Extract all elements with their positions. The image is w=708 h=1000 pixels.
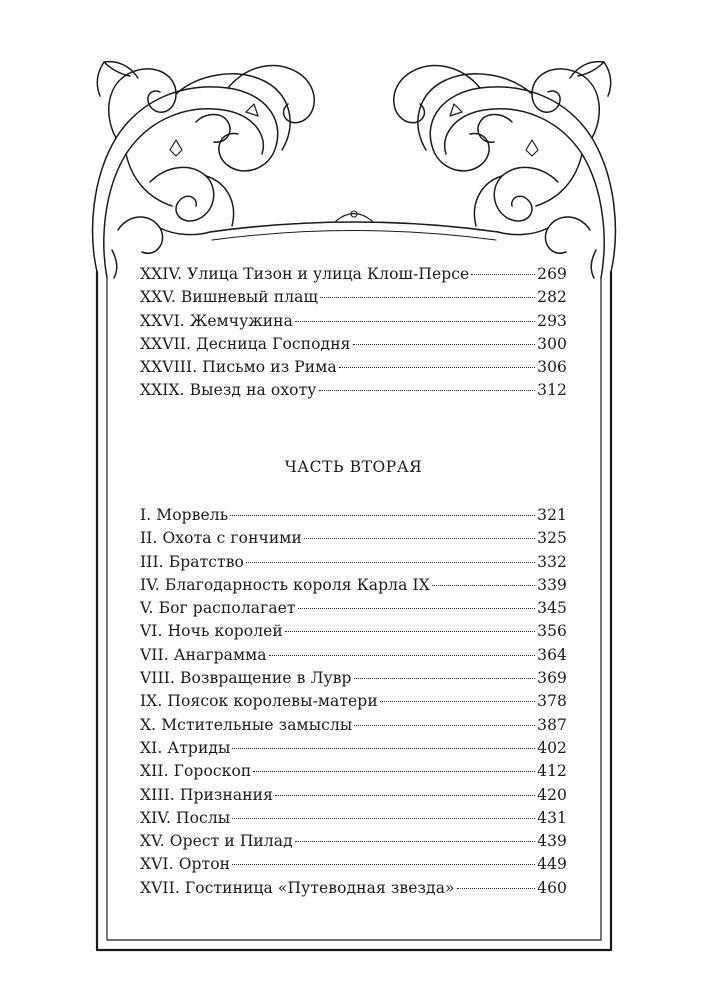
dot-leader [457, 888, 535, 889]
toc-entry-page: 420 [537, 785, 567, 804]
toc-entry [140, 784, 567, 807]
toc-entry-title: V. Бог располагает [140, 599, 296, 618]
toc-entry-title: XI. Атриды [140, 738, 231, 757]
toc-entry-title: XVI. Ортон [140, 855, 231, 874]
toc-entry-page: 282 [537, 288, 567, 307]
dot-leader [304, 538, 535, 539]
toc-entry [140, 286, 567, 309]
toc-entry-title: XVII. Гостиница «Путеводная звезда» [140, 878, 455, 897]
toc-entry-page: 293 [537, 311, 567, 330]
toc-entry [140, 551, 567, 574]
toc-entry-title: XXV. Вишневый плащ [140, 288, 318, 307]
toc-entry [140, 379, 567, 402]
toc-entry [140, 714, 567, 737]
dot-leader [232, 818, 535, 819]
toc-entry [140, 356, 567, 379]
toc-entry-title: XIII. Признания [140, 785, 273, 804]
toc-entry-title: XXVII. Десница Господня [140, 334, 351, 353]
toc-entry-title: XV. Орест и Пилад [140, 832, 293, 851]
dot-leader [298, 608, 535, 609]
toc-entry-title: XXVIII. Письмо из Рима [140, 358, 337, 377]
toc-entry [140, 504, 567, 527]
dot-leader [432, 585, 535, 586]
toc-entry [140, 574, 567, 597]
right-corner-ornament [394, 62, 616, 278]
toc-entry-title: XII. Гороскоп [140, 762, 252, 781]
toc-entry-page: 345 [537, 599, 567, 618]
toc-entry-title: VI. Ночь королей [140, 622, 283, 641]
toc-entry [140, 620, 567, 643]
toc-entry [140, 644, 567, 667]
toc-entry-page: 269 [537, 265, 567, 283]
toc-entry-page: 439 [537, 832, 567, 851]
toc-entry-title: VIII. Возвращение в Лувр [140, 669, 352, 688]
toc-entry-title: X. Мстительные замыслы [140, 715, 353, 734]
toc-entry-page: 312 [537, 381, 567, 400]
toc-entry [140, 263, 567, 286]
toc-entry-page: 321 [537, 506, 567, 524]
toc-entry [140, 760, 567, 783]
toc-entry-page: 306 [537, 358, 567, 377]
dot-leader [354, 678, 536, 679]
toc-entry-page: 402 [537, 738, 567, 757]
left-corner-ornament [93, 62, 315, 278]
toc-entry-title: XIV. Послы [140, 808, 231, 827]
toc-entry [140, 877, 567, 900]
dot-leader [380, 701, 535, 702]
dot-leader [354, 725, 535, 726]
toc-entry [140, 597, 567, 620]
dot-leader [246, 562, 535, 563]
toc-entry-page: 364 [537, 645, 567, 664]
toc-entry-page: 325 [537, 529, 567, 548]
dot-leader [320, 297, 535, 298]
toc-entry-page: 412 [537, 762, 567, 781]
dot-leader [230, 515, 535, 516]
toc-entry-title: II. Охота с гончими [140, 529, 302, 548]
dot-leader [353, 344, 536, 345]
toc-entry [140, 527, 567, 550]
toc-entry [140, 853, 567, 876]
toc-entry [140, 690, 567, 713]
toc-entry-title: XXVI. Жемчужина [140, 311, 293, 330]
toc-entry-page: 378 [537, 692, 567, 711]
dot-leader [269, 655, 535, 656]
toc-part-one [140, 263, 567, 403]
toc-entry-title: I. Морвель [140, 506, 229, 524]
dot-leader [471, 274, 535, 275]
section-heading: ЧАСТЬ ВТОРАЯ [284, 458, 423, 476]
dot-leader [232, 864, 535, 865]
dot-leader [232, 748, 535, 749]
toc-entry [140, 737, 567, 760]
toc-entry-page: 431 [537, 808, 567, 827]
toc-entry-title: XXIV. Улица Тизон и улица Клош-Персе [140, 265, 470, 283]
toc-entry-page: 300 [537, 334, 567, 353]
toc-entry-title: IV. Благодарность короля Карла IX [140, 575, 430, 594]
toc-entry [140, 807, 567, 830]
dot-leader [319, 390, 536, 391]
toc-part-two [140, 504, 567, 900]
dot-leader [253, 771, 535, 772]
dot-leader [295, 841, 535, 842]
toc-entry-page: 332 [537, 552, 567, 571]
dot-leader [295, 321, 535, 322]
toc-entry [140, 667, 567, 690]
dot-leader [339, 367, 535, 368]
dot-leader [285, 631, 535, 632]
toc-entry-page: 449 [537, 855, 567, 874]
dot-leader [275, 795, 535, 796]
toc-entry [140, 830, 567, 853]
toc-entry-page: 460 [537, 878, 567, 897]
toc-entry-page: 339 [537, 575, 567, 594]
toc-entry-page: 369 [537, 669, 567, 688]
toc-entry [140, 310, 567, 333]
toc-entry-page: 387 [537, 715, 567, 734]
toc-entry-title: IX. Поясок королевы-матери [140, 692, 378, 711]
toc-entry [140, 333, 567, 356]
toc-entry-title: III. Братство [140, 552, 244, 571]
toc-entry-title: VII. Анаграмма [140, 645, 267, 664]
toc-entry-title: XXIX. Выезд на охоту [140, 381, 317, 400]
toc-entry-page: 356 [537, 622, 567, 641]
